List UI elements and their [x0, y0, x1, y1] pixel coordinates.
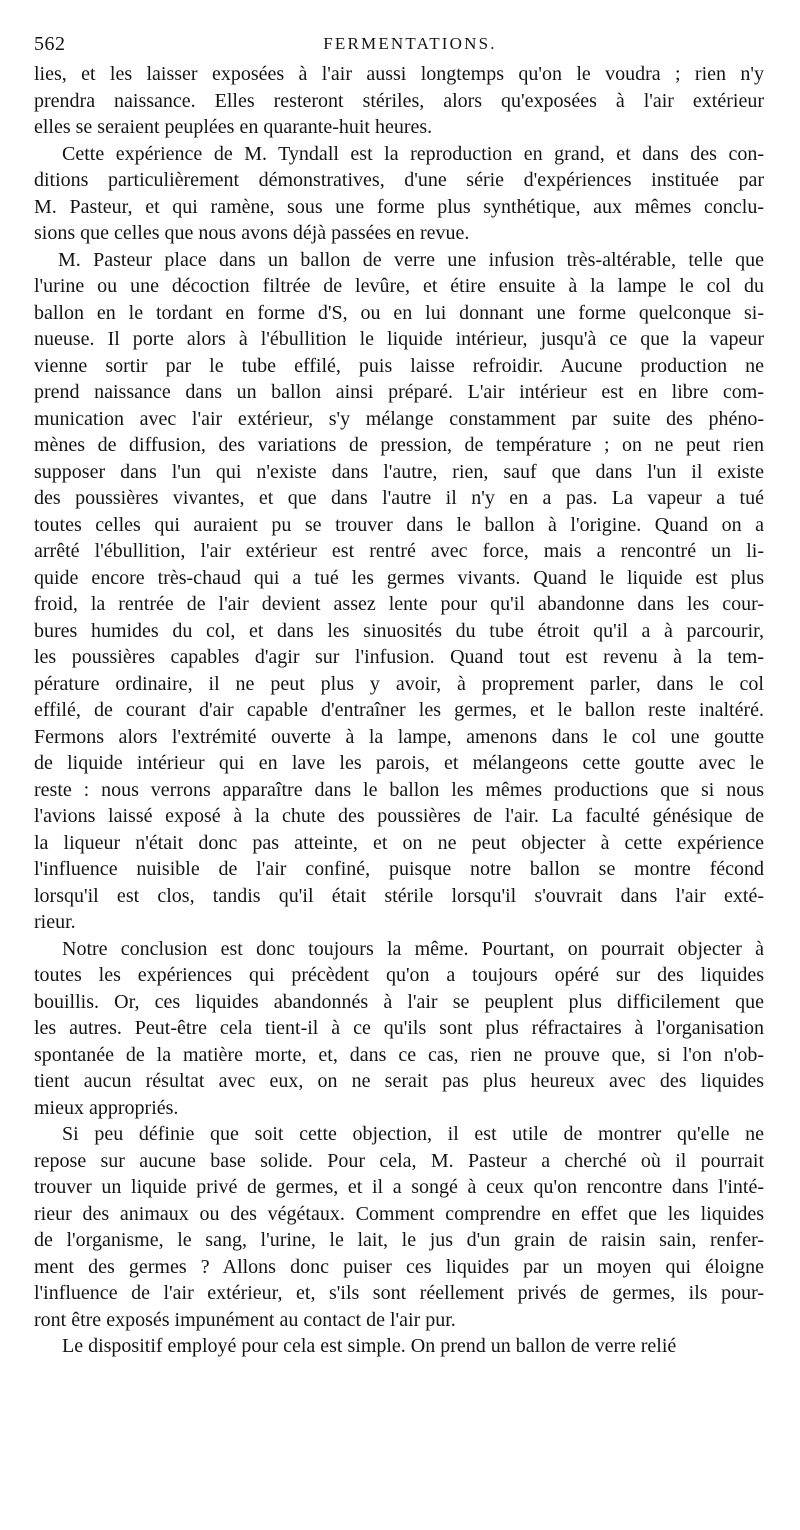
text-line: vienne sortir par le tube effilé, puis laisse refroidir. Aucune production ne — [34, 354, 764, 377]
text-line: lorsqu'il est clos, tandis qu'il était stérile lorsqu'il s'ouvrait dans l'air exté- — [34, 884, 764, 907]
text-line: M. Pasteur, et qui ramène, sous une forme plus synthétique, aux mêmes conclu- — [34, 195, 764, 218]
text-line: l'influence nuisible de l'air confiné, puisque notre ballon se montre fécond — [34, 858, 764, 880]
text-line: Cette expérience de M. Tyndall est la reproduction en grand, et dans des con- — [62, 142, 764, 165]
text-line: reste : nous verrons apparaître dans le ballon les mêmes productions que si nous — [34, 778, 764, 801]
body-text — [34, 61, 764, 1360]
running-title: FERMENTATIONS. — [323, 34, 497, 53]
text-line: de liquide intérieur qui en lave les parois, et mélangeons cette goutte avec le — [34, 752, 764, 774]
text-line: elles se seraient peuplées en quarante-huit heures. — [34, 116, 433, 138]
text-line: spontanée de la matière morte, et, dans ce cas, rien ne prouve que, si l'on n'ob- — [34, 1043, 764, 1066]
text-line: repose sur aucune base solide. Pour cela, M. Pasteur a cherché où il pourrait — [34, 1149, 764, 1172]
text-line: ditions particulièrement démonstratives, d'une série d'expériences instituée par — [34, 169, 764, 191]
text-line: de l'organisme, le sang, l'urine, le lait, le jus d'un grain de raisin sain, renfer- — [34, 1229, 764, 1251]
text-line: nueuse. Il porte alors à l'ébullition le liquide intérieur, jusqu'à ce que la vapeur — [34, 328, 764, 350]
text-line: lies, et les laisser exposées à l'air aussi longtemps qu'on le voudra ; rien n'y — [34, 63, 764, 85]
text-line: rieur des animaux ou des végétaux. Comment comprendre en effet que les liquides — [34, 1202, 764, 1225]
text-line: ront être exposés impunément au contact de l'air pur. — [34, 1308, 456, 1331]
paragraph — [34, 1121, 764, 1333]
text-line: mènes de diffusion, des variations de pression, de température ; on ne peut rien — [34, 434, 764, 456]
text-line: quide encore très-chaud qui a tué les germes vivants. Quand le liquide est plus — [34, 566, 764, 589]
text-line: Si peu définie que soit cette objection, il est utile de montrer qu'elle ne — [62, 1123, 764, 1145]
text-line: pérature ordinaire, il ne peut plus y avoir, à proprement parler, dans le col — [34, 672, 764, 695]
text-line: sions que celles que nous avons déjà passées en revue. — [34, 222, 470, 244]
text-line: prendra naissance. Elles resteront stériles, alors qu'exposées à l'air extérieur — [34, 89, 764, 112]
text-line: bouillis. Or, ces liquides abandonnés à l'air se peuplent plus difficilement que — [34, 990, 764, 1013]
text-line: rieur. — [34, 911, 76, 933]
text-line: tient aucun résultat avec eux, on ne serait pas plus heureux avec des liquides — [34, 1070, 764, 1092]
text-line: Fermons alors l'extrémité ouverte à la lampe, amenons dans le col une goutte — [34, 725, 764, 748]
text-line: les poussières capables d'agir sur l'infusion. Quand tout est revenu à la tem- — [34, 646, 764, 668]
paragraph — [34, 1333, 764, 1360]
text-line: supposer dans l'un qui n'existe dans l'autre, rien, sauf que dans l'un il existe — [34, 460, 764, 483]
text-line: toutes celles qui auraient pu se trouver dans le ballon à l'origine. Quand on a — [34, 513, 764, 536]
text-line: la liqueur n'était donc pas atteinte, et on ne peut objecter à cette expérience — [34, 831, 764, 854]
paragraph — [34, 61, 764, 141]
text-line: Notre conclusion est donc toujours la même. Pourtant, on pourrait objecter à — [62, 937, 764, 960]
text-line: des poussières vivantes, et que dans l'autre il n'y en a pas. La vapeur a tué — [34, 487, 764, 509]
paragraph — [34, 247, 764, 936]
text-line: arrêté l'ébullition, l'air extérieur est rentré avec force, mais a rencontré un li- — [34, 540, 764, 562]
text-line: Le dispositif employé pour cela est simple. On prend un ballon de verre relié — [62, 1335, 677, 1357]
page-number: 562 — [34, 33, 66, 55]
text-line: ment des germes ? Allons donc puiser ces liquides par un moyen qui éloigne — [34, 1255, 764, 1278]
text-line: mieux appropriés. — [34, 1096, 179, 1119]
text-line: M. Pasteur place dans un ballon de verre une infusion très-altérable, telle que — [58, 248, 764, 271]
text-line: munication avec l'air extérieur, s'y mélange constamment par suite des phéno- — [34, 407, 764, 430]
text-line: froid, la rentrée de l'air devient assez lente pour qu'il abandonne dans les cour- — [34, 593, 764, 615]
text-line: bures humides du col, et dans les sinuosités du tube étroit qu'il a à parcourir, — [34, 619, 764, 642]
text-line: ballon en le tordant en forme d'S, ou en lui donnant une forme quelconque si- — [34, 301, 764, 324]
text-line: prend naissance dans un ballon ainsi préparé. L'air intérieur est en libre com- — [34, 381, 764, 403]
paragraph — [34, 141, 764, 247]
text-line: les autres. Peut-être cela tient-il à ce qu'ils sont plus réfractaires à l'organisation — [34, 1017, 764, 1039]
text-line: toutes les expériences qui précèdent qu'on a toujours opéré sur des liquides — [34, 964, 764, 986]
text-line: l'influence de l'air extérieur, et, s'ils sont réellement privés de germes, ils pour- — [34, 1282, 764, 1304]
text-line: effilé, de courant d'air capable d'entraîner les germes, et le ballon reste inaltéré. — [34, 699, 764, 721]
text-line: l'avions laissé exposé à la chute des poussières de l'air. La faculté génésique de — [34, 805, 764, 827]
paragraph — [34, 936, 764, 1122]
text-line: trouver un liquide privé de germes, et il a songé à ceux qu'on rencontre dans l'inté- — [34, 1176, 764, 1198]
page-header — [0, 33, 800, 59]
text-line: l'urine ou une décoction filtrée de levûre, et étire ensuite à la lampe le col du — [34, 275, 764, 297]
